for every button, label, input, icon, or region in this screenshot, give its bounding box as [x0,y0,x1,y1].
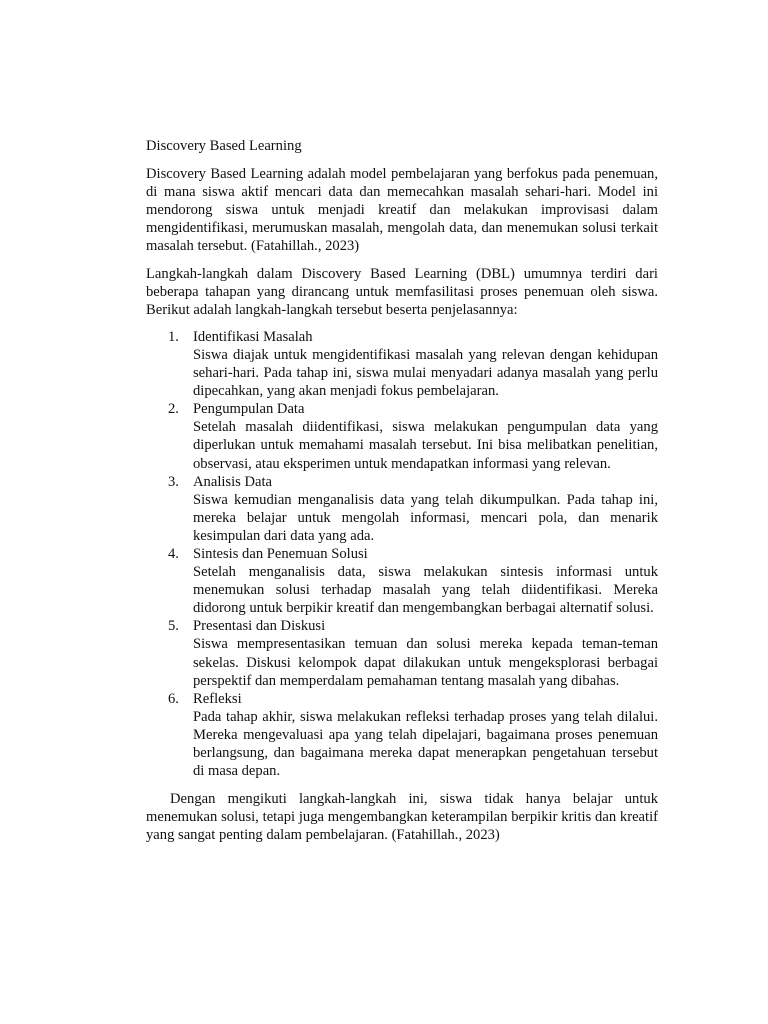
step-number: 6. [168,690,179,707]
step-number: 3. [168,473,179,490]
step-title: Presentasi dan Diskusi [193,618,326,635]
step-description: Siswa kemudian menganalisis data yang telah dikumpulkan. Pada tahap ini, mereka belajar untuk mengolah informasi, mencari pola, dan menarik kesimpulan dari data yang ada. [193,491,658,544]
step-number: 2. [168,401,179,418]
step-title: Pengumpulan Data [193,401,305,418]
list-item [146,690,658,780]
list-item [146,328,658,400]
step-description: Siswa mempresentasikan temuan dan solusi mereka kepada teman-teman sekelas. Diskusi kelompok dapat dilakukan untuk mengeksplorasi berbagai perspektif dan memperdalam pemahaman tentang masalah yang dibahas. [193,636,658,689]
document-page [146,137,658,853]
step-number: 5. [168,618,179,635]
step-description: Setelah menganalisis data, siswa melakukan sintesis informasi untuk menemukan solusi terhadap masalah yang telah diidentifikasi. Mereka didorong untuk berpikir kreatif dan mengembangkan berbagai alternatif solusi. [193,564,658,617]
list-item [146,545,658,617]
intro-paragraph: Discovery Based Learning adalah model pembelajaran yang berfokus pada penemuan, di mana siswa aktif mencari data dan memecahkan masalah sehari-hari. Model ini mendorong siswa untuk menjadi kreatif dan melakukan improvisasi dalam mengidentifikasi, merumuskan masalah, mengolah data, dan menemukan solusi terkait masalah tersebut. (Fatahillah., 2023) [146,166,658,255]
step-title: Analisis Data [193,473,273,490]
step-description: Setelah masalah diidentifikasi, siswa melakukan pengumpulan data yang diperlukan untuk memahami masalah tersebut. Ini bisa melibatkan penelitian, observasi, atau eksperimen untuk mendapatkan informasi yang relevan. [193,419,658,472]
step-number: 1. [168,328,179,345]
list-item [146,617,658,689]
step-title: Identifikasi Masalah [193,328,313,345]
list-item [146,400,658,472]
step-description: Siswa diajak untuk mengidentifikasi masalah yang relevan dengan kehidupan sehari-hari. Pada tahap ini, siswa mulai menyadari adanya masalah yang perlu dipecahkan, yang akan menjadi fokus pembelajaran. [193,346,658,400]
steps-intro-paragraph: Langkah-langkah dalam Discovery Based Learning (DBL) umumnya terdiri dari beberapa tahapan yang dirancang untuk memfasilitasi proses penemuan oleh siswa. Berikut adalah langkah-langkah tersebut beserta penjelasannya: [146,265,658,318]
step-title: Sintesis dan Penemuan Solusi [193,545,368,562]
steps-list [146,328,658,780]
step-description: Pada tahap akhir, siswa melakukan refleksi terhadap proses yang telah dilalui. Mereka mengevaluasi apa yang telah dipelajari, bagaimana proses penemuan berlangsung, dan bagaimana mereka dapat menerapkan pengetahuan tersebut di masa depan. [193,708,658,780]
closing-paragraph: Dengan mengikuti langkah-langkah ini, siswa tidak hanya belajar untuk menemukan solusi, tetapi juga mengembangkan keterampilan berpikir kritis dan kreatif yang sangat penting dalam pembelajaran. (Fatahillah., 2023) [146,791,658,844]
document-heading: Discovery Based Learning [146,138,302,154]
list-item [146,473,658,545]
step-title: Refleksi [193,690,242,707]
step-number: 4. [168,545,179,562]
